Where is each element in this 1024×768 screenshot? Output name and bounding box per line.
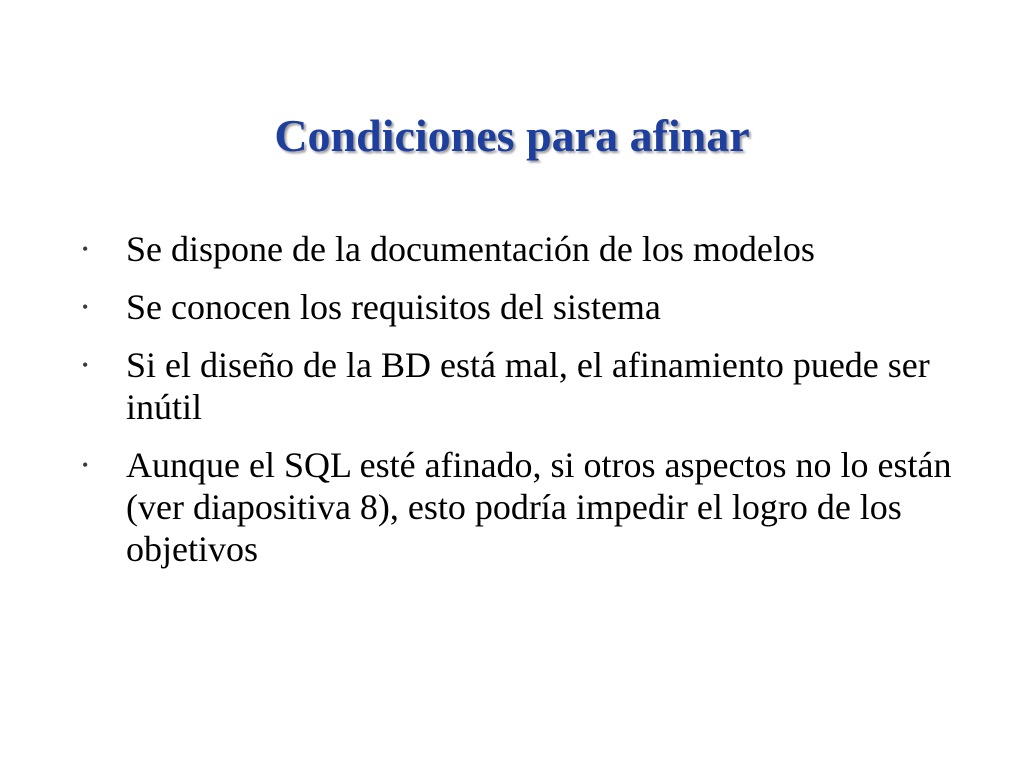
bullet-dot-icon: • <box>82 239 89 259</box>
bullet-text: Si el diseño de la BD está mal, el afinamiento puede ser inútil <box>126 345 930 427</box>
bullet-item <box>80 344 980 428</box>
bullet-dot-icon: • <box>82 355 89 375</box>
bullet-text: Se conocen los requisitos del sistema <box>126 287 661 327</box>
bullet-dot-icon: • <box>82 455 89 475</box>
bullet-item <box>80 444 980 570</box>
bullet-dot-icon: • <box>82 297 89 317</box>
bullet-item <box>80 228 980 270</box>
bullet-list <box>80 228 980 586</box>
bullet-text: Aunque el SQL esté afinado, si otros aspectos no lo están (ver diapositiva 8), esto podría impedir el logro de los objetivos <box>126 445 952 569</box>
slide-title: Condiciones para afinar <box>274 110 750 161</box>
bullet-item <box>80 286 980 328</box>
bullet-text: Se dispone de la documentación de los modelos <box>126 229 815 269</box>
